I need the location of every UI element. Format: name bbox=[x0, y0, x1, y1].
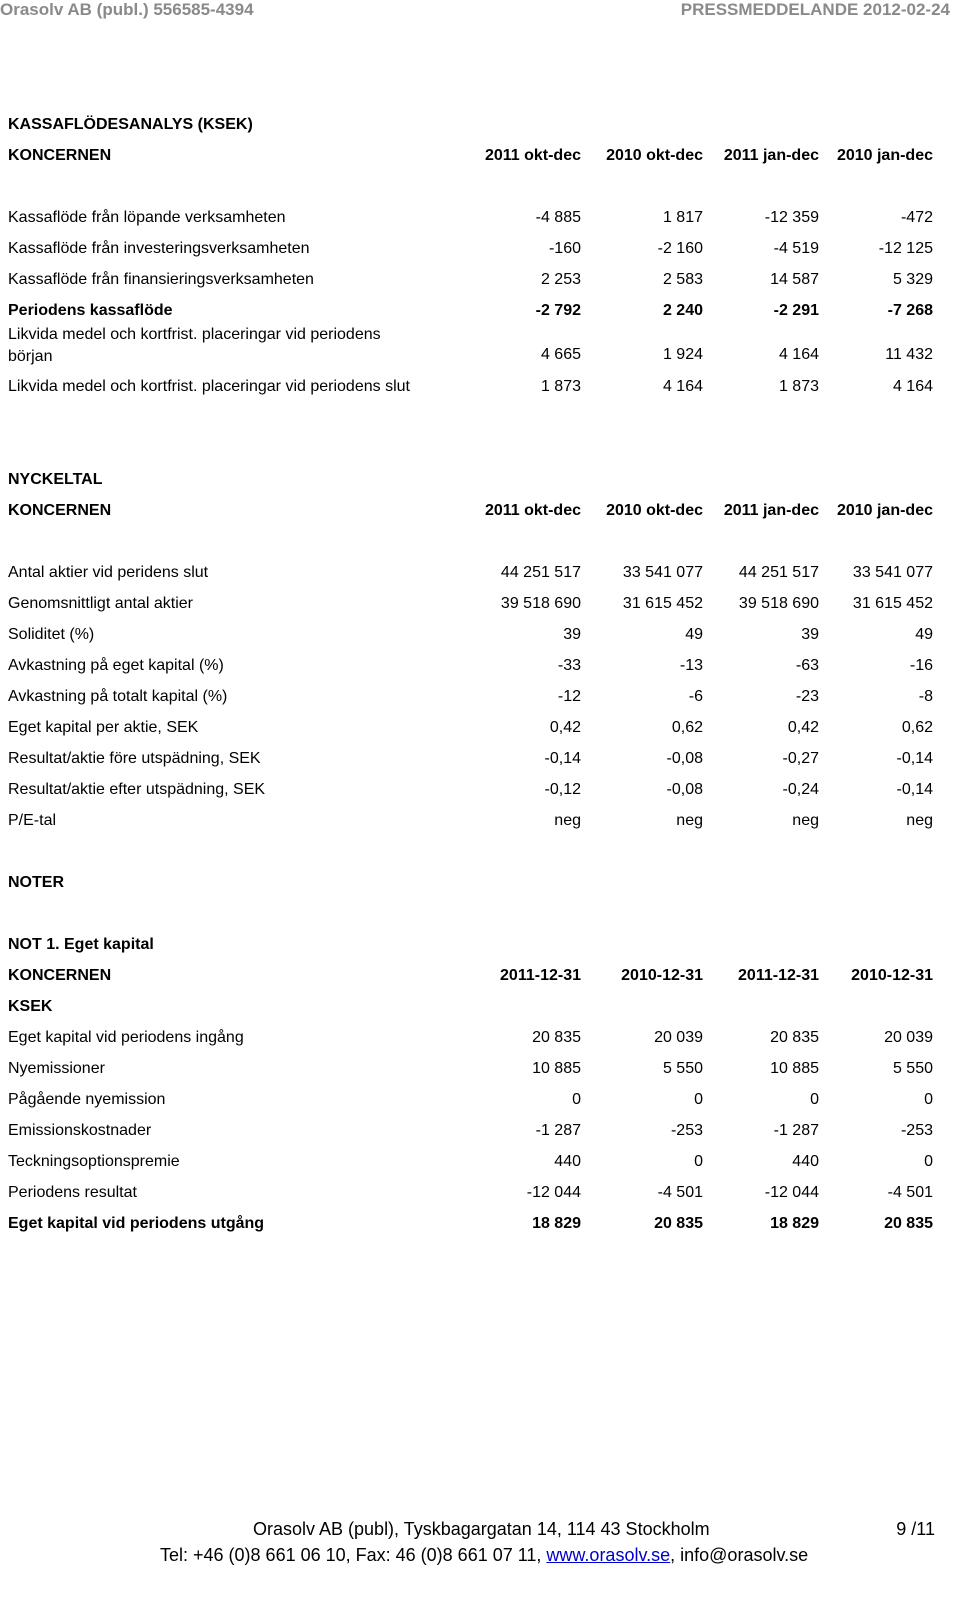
cell-value: -4 501 bbox=[887, 1184, 933, 1201]
cell-value: 2 240 bbox=[662, 302, 703, 319]
table-row bbox=[0, 1153, 960, 1175]
cell-value: neg bbox=[676, 812, 703, 829]
cell-value: -12 125 bbox=[878, 240, 933, 257]
cell-value: -4 519 bbox=[773, 240, 819, 257]
row-label: Genomsnittligt antal aktier bbox=[8, 595, 193, 612]
table-row bbox=[0, 657, 960, 679]
footer-address: Orasolv AB (publ), Tyskbagargatan 14, 114 43 Stockholm bbox=[253, 1519, 710, 1539]
cell-value: neg bbox=[792, 812, 819, 829]
row-label: Teckningsoptionspremie bbox=[8, 1153, 180, 1170]
cell-value: 5 550 bbox=[662, 1060, 703, 1077]
cell-value: -4 885 bbox=[535, 209, 581, 226]
column-header: KONCERNEN bbox=[8, 502, 112, 519]
cell-value: 14 587 bbox=[770, 271, 819, 288]
cell-value: -253 bbox=[900, 1122, 933, 1139]
cell-value: -0,27 bbox=[782, 750, 819, 767]
cell-value: 0 bbox=[924, 1091, 933, 1108]
cell-value: 44 251 517 bbox=[500, 564, 581, 581]
page-number: 9 /11 bbox=[896, 1519, 935, 1539]
row-label: Avkastning på eget kapital (%) bbox=[8, 657, 224, 674]
table-row bbox=[0, 750, 960, 772]
row-label: Resultat/aktie efter utspädning, SEK bbox=[8, 781, 266, 798]
cell-value: -6 bbox=[688, 688, 703, 705]
column-header: 2011-12-31 bbox=[500, 967, 581, 984]
cell-value: neg bbox=[906, 812, 933, 829]
cell-value: 0 bbox=[810, 1091, 819, 1108]
cell-value: 44 251 517 bbox=[738, 564, 819, 581]
cell-value: 4 164 bbox=[662, 378, 703, 395]
cell-value: 49 bbox=[915, 626, 933, 643]
column-header: 2011 jan-dec bbox=[723, 147, 819, 164]
cell-value: 0,62 bbox=[901, 719, 933, 736]
row-label: Eget kapital vid periodens ingång bbox=[8, 1029, 244, 1046]
row-label: P/E-tal bbox=[8, 812, 57, 829]
cell-value: -0,08 bbox=[666, 781, 703, 798]
cell-value: 33 541 077 bbox=[622, 564, 703, 581]
cell-value: -2 160 bbox=[657, 240, 703, 257]
table-row bbox=[0, 302, 960, 324]
cell-value: -2 792 bbox=[535, 302, 581, 319]
cell-value: 1 924 bbox=[662, 346, 703, 363]
cell-value: 4 164 bbox=[778, 346, 819, 363]
cell-value: -1 287 bbox=[535, 1122, 581, 1139]
keyfigures-title: NYCKELTAL bbox=[8, 471, 103, 488]
cell-value: 11 432 bbox=[885, 346, 933, 363]
cell-value: 20 835 bbox=[532, 1029, 581, 1046]
cell-value: -16 bbox=[909, 657, 933, 674]
website-link[interactable]: www.orasolv.se bbox=[546, 1545, 671, 1565]
cell-value: 0,42 bbox=[549, 719, 581, 736]
row-label: Kassaflöde från investeringsverksamheten bbox=[8, 240, 310, 257]
column-header: 2010 okt-dec bbox=[606, 147, 703, 164]
row-label: Resultat/aktie före utspädning, SEK bbox=[8, 750, 261, 767]
row-label: Likvida medel och kortfrist. placeringar vid periodens början bbox=[8, 326, 381, 365]
column-header: 2011-12-31 bbox=[738, 967, 819, 984]
cell-value: 4 665 bbox=[540, 346, 581, 363]
cell-value: 39 518 690 bbox=[500, 595, 581, 612]
cell-value: 0 bbox=[694, 1153, 703, 1170]
column-header: 2010 jan-dec bbox=[836, 502, 933, 519]
row-label: Emissionskostnader bbox=[8, 1122, 152, 1139]
cell-value: -253 bbox=[670, 1122, 703, 1139]
cell-value: -12 044 bbox=[526, 1184, 581, 1201]
cell-value: 20 039 bbox=[884, 1029, 933, 1046]
table-row bbox=[0, 1029, 960, 1051]
cell-value: 0 bbox=[694, 1091, 703, 1108]
cell-value: -0,14 bbox=[544, 750, 581, 767]
cell-value: -12 bbox=[557, 688, 581, 705]
header-press-release: PRESSMEDDELANDE 2012-02-24 bbox=[680, 0, 950, 19]
row-label: Periodens resultat bbox=[8, 1184, 137, 1201]
notes-header-row bbox=[0, 967, 960, 989]
table-row bbox=[0, 564, 960, 586]
cell-value: -0,08 bbox=[666, 750, 703, 767]
cell-value: 20 835 bbox=[770, 1029, 819, 1046]
footer-contact bbox=[160, 1545, 808, 1566]
table-row bbox=[0, 626, 960, 648]
row-label: Periodens kassaflöde bbox=[8, 302, 173, 319]
cell-value: 2 583 bbox=[662, 271, 703, 288]
column-header: KONCERNEN bbox=[8, 967, 112, 984]
page-header bbox=[0, 0, 960, 22]
column-header: 2010-12-31 bbox=[621, 967, 703, 984]
table-row bbox=[0, 781, 960, 803]
table-row bbox=[0, 324, 960, 368]
cell-value: 5 329 bbox=[892, 271, 933, 288]
cell-value: 440 bbox=[792, 1153, 819, 1170]
cell-value: -472 bbox=[900, 209, 933, 226]
row-label: Eget kapital vid periodens utgång bbox=[8, 1215, 265, 1232]
table-row bbox=[0, 1091, 960, 1113]
row-label: Nyemissioner bbox=[8, 1060, 105, 1077]
cell-value: -13 bbox=[679, 657, 703, 674]
table-row bbox=[0, 209, 960, 231]
cell-value: -0,12 bbox=[544, 781, 581, 798]
cell-value: 2 253 bbox=[540, 271, 581, 288]
cell-value: 31 615 452 bbox=[622, 595, 703, 612]
table-row bbox=[0, 812, 960, 834]
column-header: 2011 okt-dec bbox=[484, 147, 581, 164]
cell-value: -8 bbox=[918, 688, 933, 705]
cell-value: -12 044 bbox=[764, 1184, 819, 1201]
row-label: Avkastning på totalt kapital (%) bbox=[8, 688, 228, 705]
row-label: Pågående nyemission bbox=[8, 1091, 166, 1108]
cell-value: 5 550 bbox=[892, 1060, 933, 1077]
row-label: Kassaflöde från löpande verksamheten bbox=[8, 209, 286, 226]
keyfigures-header-row bbox=[0, 502, 960, 524]
column-header: 2011 jan-dec bbox=[723, 502, 819, 519]
cell-value: -7 268 bbox=[887, 302, 933, 319]
row-label: Kassaflöde från finansieringsverksamheten bbox=[8, 271, 314, 288]
contact-email: , info@orasolv.se bbox=[670, 1545, 809, 1565]
cell-value: -33 bbox=[557, 657, 581, 674]
column-header: KONCERNEN bbox=[8, 147, 112, 164]
table-row bbox=[0, 1215, 960, 1237]
cell-value: 10 885 bbox=[770, 1060, 819, 1077]
table-row bbox=[0, 595, 960, 617]
table-row bbox=[0, 1060, 960, 1082]
cell-value: -1 287 bbox=[773, 1122, 819, 1139]
cashflow-header-row bbox=[0, 147, 960, 169]
cell-value: 18 829 bbox=[770, 1215, 819, 1232]
cell-value: 0,42 bbox=[787, 719, 819, 736]
cell-value: 39 bbox=[563, 626, 581, 643]
cell-value: 440 bbox=[554, 1153, 581, 1170]
row-label: Eget kapital per aktie, SEK bbox=[8, 719, 199, 736]
row-label: Likvida medel och kortfrist. placeringar vid periodens slut bbox=[8, 378, 410, 395]
cell-value: -0,24 bbox=[782, 781, 819, 798]
cell-value: 39 518 690 bbox=[738, 595, 819, 612]
cell-value: -0,14 bbox=[896, 781, 933, 798]
column-header: 2011 okt-dec bbox=[484, 502, 581, 519]
notes-unit-row bbox=[0, 998, 960, 1020]
cell-value: -2 291 bbox=[773, 302, 819, 319]
contact-phone-fax: Tel: +46 (0)8 661 06 10, Fax: 46 (0)8 661 07 11, bbox=[160, 1545, 547, 1565]
cell-value: 31 615 452 bbox=[852, 595, 933, 612]
cell-value: -160 bbox=[548, 240, 581, 257]
cell-value: 20 039 bbox=[654, 1029, 703, 1046]
column-header: 2010 jan-dec bbox=[836, 147, 933, 164]
table-row bbox=[0, 688, 960, 710]
cell-value: -63 bbox=[795, 657, 819, 674]
cell-value: 4 164 bbox=[892, 378, 933, 395]
header-company: Orasolv AB (publ.) 556585-4394 bbox=[0, 0, 254, 19]
unit-label: KSEK bbox=[8, 998, 53, 1015]
cell-value: 1 873 bbox=[778, 378, 819, 395]
table-row bbox=[0, 271, 960, 293]
cell-value: 1 873 bbox=[540, 378, 581, 395]
cell-value: 39 bbox=[801, 626, 819, 643]
cashflow-title: KASSAFLÖDESANALYS (KSEK) bbox=[8, 116, 253, 133]
table-row bbox=[0, 719, 960, 741]
table-row bbox=[0, 240, 960, 262]
cell-value: 1 817 bbox=[662, 209, 703, 226]
table-row bbox=[0, 1184, 960, 1206]
cell-value: 10 885 bbox=[532, 1060, 581, 1077]
column-header: 2010-12-31 bbox=[851, 967, 933, 984]
cell-value: 0,62 bbox=[671, 719, 703, 736]
cell-value: -12 359 bbox=[764, 209, 819, 226]
table-row bbox=[0, 1122, 960, 1144]
cell-value: neg bbox=[554, 812, 581, 829]
notes-title: NOTER bbox=[8, 874, 64, 891]
cell-value: 20 835 bbox=[884, 1215, 933, 1232]
cell-value: 0 bbox=[924, 1153, 933, 1170]
cell-value: -0,14 bbox=[896, 750, 933, 767]
cell-value: -23 bbox=[795, 688, 819, 705]
cell-value: 20 835 bbox=[654, 1215, 703, 1232]
cell-value: 0 bbox=[572, 1091, 581, 1108]
cell-value: 18 829 bbox=[532, 1215, 581, 1232]
row-label: Antal aktier vid peridens slut bbox=[8, 564, 209, 581]
cell-value: 33 541 077 bbox=[852, 564, 933, 581]
cell-value: -4 501 bbox=[657, 1184, 703, 1201]
cell-value: 49 bbox=[685, 626, 703, 643]
note1-title: NOT 1. Eget kapital bbox=[8, 936, 154, 953]
column-header: 2010 okt-dec bbox=[606, 502, 703, 519]
row-label: Soliditet (%) bbox=[8, 626, 95, 643]
table-row bbox=[0, 378, 960, 400]
